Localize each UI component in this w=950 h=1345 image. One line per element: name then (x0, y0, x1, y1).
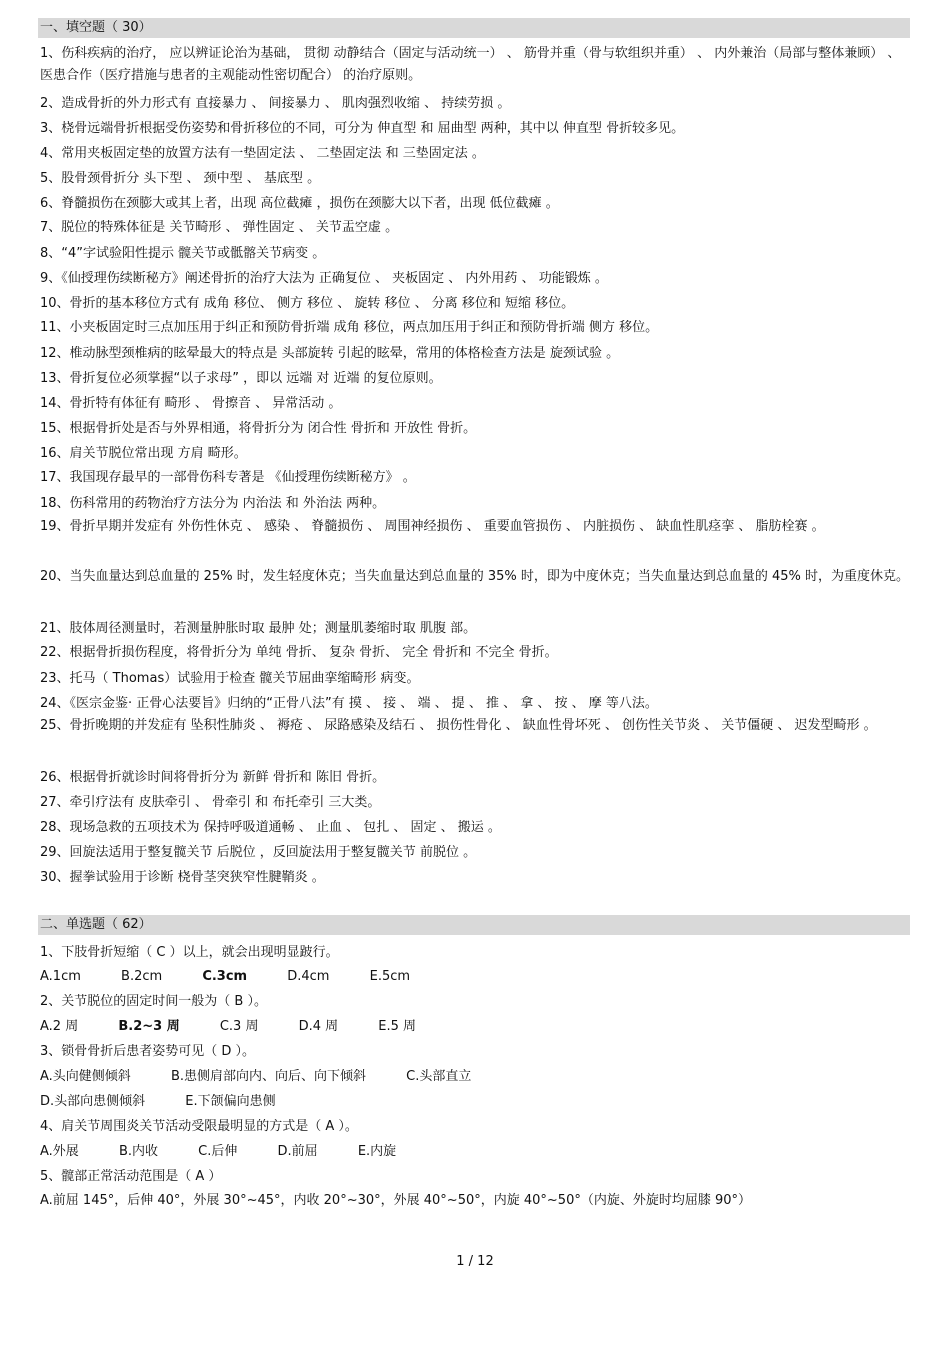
option: D.4 周 (298, 1019, 339, 1034)
option: E.5 周 (378, 1019, 417, 1034)
fill-item-21: 21、肢体周径测量时，若测量肿胀时取 最肿 处；测量肌萎缩时取 肌腹 部。 (40, 621, 477, 636)
option: A.2 周 (40, 1019, 79, 1034)
fill-item-9: 9、《仙授理伤续断秘方》阐述骨折的治疗大法为 正确复位 、 夹板固定 、 内外用药 、 功能锻炼 。 (40, 271, 608, 286)
fill-item-14: 14、骨折特有体征有 畸形 、 骨擦音 、 异常活动 。 (40, 396, 342, 411)
fill-item-29: 29、回旋法适用于整复髋关节 后脱位 ，反回旋法用于整复髋关节 前脱位 。 (40, 845, 477, 860)
fill-item-6: 6、脊髓损伤在颈膨大或其上者，出现 高位截瘫 ，损伤在颈膨大以下者，出现 低位截瘫 。 (40, 196, 559, 211)
single-q4-options (40, 1144, 910, 1160)
single-q3: 3、锁骨骨折后患者姿势可见（ D ）。 (40, 1044, 256, 1059)
fill-item-28: 28、现场急救的五项技术为 保持呼吸道通畅 、 止血 、 包扎 、 固定 、 搬运 。 (40, 820, 501, 835)
fill-item-30: 30、握拳试验用于诊断 桡骨茎突狭窄性腱鞘炎 。 (40, 870, 325, 885)
option: E.下颌偏向患侧 (185, 1094, 276, 1109)
option: B.2~3 周 (118, 1019, 180, 1034)
option: D.4cm (287, 969, 330, 984)
fill-item-26: 26、根据骨折就诊时间将骨折分为 新鲜 骨折和 陈旧 骨折。 (40, 770, 386, 785)
option: C.3 周 (219, 1019, 259, 1034)
option: A.头向健侧倾斜 (40, 1069, 131, 1084)
single-q3-options (40, 1069, 910, 1085)
option: A.外展 (40, 1144, 79, 1159)
fill-item-27: 27、牵引疗法有 皮肤牵引 、 骨牵引 和 布托牵引 三大类。 (40, 795, 381, 810)
fill-item-20: 20、当失血量达到总血量的 25% 时，发生轻度休克；当失血量达到总血量的 35% 时，即为中度休克；当失血量达到总血量的 45% 时，为重度休克。 (40, 569, 910, 584)
section-header-fill-in: 一、填空题（ 30） (38, 18, 910, 38)
fill-item-15: 15、根据骨折处是否与外界相通，将骨折分为 闭合性 骨折和 开放性 骨折。 (40, 421, 477, 436)
single-q5: 5、髋部正常活动范围是（ A ） (40, 1169, 222, 1184)
option: C.3cm (202, 969, 248, 984)
fill-item-7: 7、脱位的特殊体征是 关节畸形 、 弹性固定 、 关节盂空虚 。 (40, 220, 399, 235)
fill-item-5: 5、股骨颈骨折分 头下型 、 颈中型 、 基底型 。 (40, 171, 321, 186)
single-q1-options (40, 969, 910, 985)
option: D.头部向患侧倾斜 (40, 1094, 146, 1109)
fill-item-22: 22、根据骨折损伤程度，将骨折分为 单纯 骨折、 复杂 骨折、 完全 骨折和 不完全 骨折。 (40, 645, 558, 660)
fill-item-10: 10、骨折的基本移位方式有 成角 移位、 侧方 移位 、 旋转 移位 、 分离 移位和 短缩 移位。 (40, 296, 575, 311)
fill-item-3: 3、桡骨远端骨折根据受伤姿势和骨折移位的不同，可分为 伸直型 和 屈曲型 两种，其中以 伸直型 骨折较多见。 (40, 121, 685, 136)
fill-item-12: 12、椎动脉型颈椎病的眩晕最大的特点是 头部旋转 引起的眩晕，常用的体格检查方法是 旋颈试验 。 (40, 346, 620, 361)
fill-item-19: 19、骨折早期并发症有 外伤性休克 、 感染 、 脊髓损伤 、 周围神经损伤 、 重要血管损伤 、 内脏损伤 、 缺血性肌痉挛 、 脂肪栓赛 。 (40, 519, 825, 534)
fill-item-23: 23、托马（ Thomas）试验用于检查 髋关节屈曲挛缩畸形 病变。 (40, 671, 420, 686)
option: D.前屈 (277, 1144, 318, 1159)
single-q2-options (40, 1019, 910, 1035)
fill-item-1: 1、伤科疾病的治疗， 应以辨证论治为基础， 贯彻 动静结合（固定与活动统一） 、 筋骨并重（骨与软组织并重） 、 内外兼治（局部与整体兼顾） 、 医患合作（医疗措施与患者的主观能动性密切配合） 的治疗原则。 (40, 46, 901, 83)
page-number: 1 / 12 (456, 1254, 494, 1269)
option: E.5cm (369, 969, 411, 984)
fill-item-24: 24、《医宗金鉴· 正骨心法要旨》归纳的“正骨八法”有 摸 、 接 、 端 、 提 、 推 、 拿 、 按 、 摩 等八法。 (40, 696, 658, 711)
fill-item-13: 13、骨折复位必须掌握“以子求母” ，即以 远端 对 近端 的复位原则。 (40, 371, 442, 386)
option: E.内旋 (357, 1144, 397, 1159)
option: B.患侧肩部向内、向后、向下倾斜 (170, 1069, 367, 1084)
single-q4: 4、肩关节周围炎关节活动受限最明显的方式是（ A ）。 (40, 1119, 358, 1134)
option: C.头部直立 (406, 1069, 472, 1084)
single-q5-option-a: A.前屈 145°，后伸 40°，外展 30°~45°，内收 20°~30°，外展 40°~50°，内旋 40°~50°（内旋、外旋时均屈膝 90°） (40, 1193, 752, 1208)
single-q2: 2、关节脱位的固定时间一般为（ B ）。 (40, 994, 267, 1009)
single-q3-options-row2 (40, 1094, 910, 1110)
fill-item-11: 11、小夹板固定时三点加压用于纠正和预防骨折端 成角 移位，两点加压用于纠正和预防骨折端 侧方 移位。 (40, 320, 659, 335)
fill-item-17: 17、我国现存最早的一部骨伤科专著是 《仙授理伤续断秘方》 。 (40, 470, 416, 485)
section-header-single-choice: 二、单选题（ 62） (38, 915, 910, 935)
option: B.内收 (118, 1144, 159, 1159)
fill-item-8: 8、“4”字试验阳性提示 髋关节或骶髂关节病变 。 (40, 246, 326, 261)
fill-item-25: 25、骨折晚期的并发症有 坠积性肺炎 、 褥疮 、 尿路感染及结石 、 损伤性骨化 、 缺血性骨坏死 、 创伤性关节炎 、 关节僵硬 、 迟发型畸形 。 (40, 718, 877, 733)
option: A.1cm (40, 969, 81, 984)
fill-item-2: 2、造成骨折的外力形式有 直接暴力 、 间接暴力 、 肌肉强烈收缩 、 持续劳损 。 (40, 96, 511, 111)
option: B.2cm (121, 969, 163, 984)
fill-item-4: 4、常用夹板固定垫的放置方法有一垫固定法 、 二垫固定法 和 三垫固定法 。 (40, 146, 485, 161)
fill-item-18: 18、伤科常用的药物治疗方法分为 内治法 和 外治法 两种。 (40, 496, 386, 511)
single-q1: 1、下肢骨折短缩（ C ）以上，就会出现明显跛行。 (40, 945, 339, 960)
fill-item-16: 16、肩关节脱位常出现 方肩 畸形。 (40, 446, 247, 461)
option: C.后伸 (198, 1144, 238, 1159)
